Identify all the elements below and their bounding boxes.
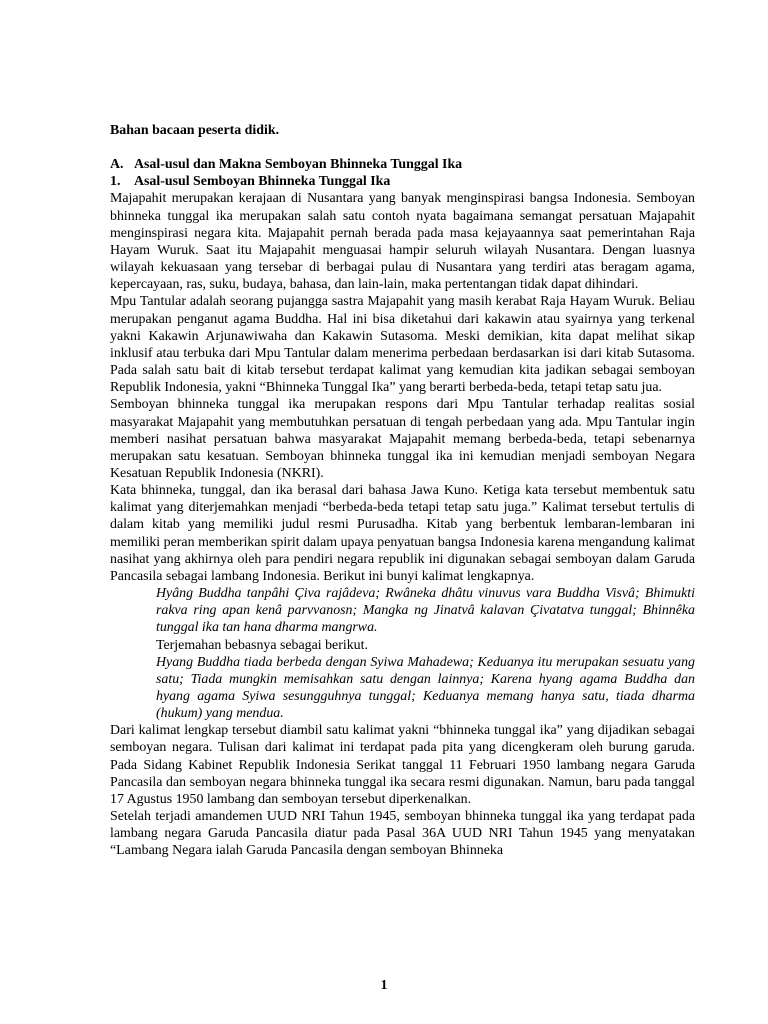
paragraph: Mpu Tantular adalah seorang pujangga sastra Majapahit yang masih kerabat Raja Hayam Wuruk. Beliau merupakan penganut agama Buddha. Hal ini bisa diketahui dari kakawin atau syairnya yang terkenal yakni Kakawin Arjunawiwaha dan Kakawin Sutasoma. Meski demikian, kita dapat melihat sikap inklusif atau terbuka dari Mpu Tantular dalam menerima perbedaan berdasarkan isi dari kitab Sutasoma. Pada salah satu bait di kitab tersebut terdapat kalimat yang kemudian kita jadikan sebagai semboyan Republik Indonesia, yakni “Bhinneka Tunggal Ika” yang berarti berbeda-beda, tetapi tetap satu jua. [110,294,695,396]
spacer [110,139,695,156]
quote-translation: Hyang Buddha tiada berbeda dengan Syiwa Mahadewa; Keduanya itu merupakan sesuatu yang satu; Tiada mungkin memisahkan satu dengan lainnya; Karena hyang agama Buddha dan hyang agama Syiwa sesungguhnya tunggal; Keduanya memang hanya satu, tiada dharma (hukum) yang mendua. [156,654,695,722]
paragraph: Kata bhinneka, tunggal, dan ika berasal dari bahasa Jawa Kuno. Ketiga kata tersebut membentuk satu kalimat yang diterjemahkan menjadi “berbeda-beda tetapi tetap satu juga.” Kalimat tersebut tertulis di dalam kitab yang memiliki judul resmi Purusadha. Kitab yang berbentuk lembaran-lembaran ini memiliki peran memberikan spirit dalam upaya penyatuan bangsa Indonesia karena mengandung kalimat nasihat yang akhirnya oleh para pendiri negara republik ini digunakan sebagai semboyan dalam Garuda Pancasila sebagai lambang Indonesia. Berikut ini bunyi kalimat lengkapnya. [110,483,695,584]
section-a-number: A. [110,157,124,173]
paragraph: Semboyan bhinneka tunggal ika merupakan respons dari Mpu Tantular terhadap realitas sosial masyarakat Majapahit yang membutuhkan persatuan di tengah perbedaan yang ada. Mpu Tantular ingin memberi nasihat persatuan bahwa masyarakat Majapahit memang berbeda-beda, tetapi sebenarnya merupakan satu kesatuan. Semboyan bhinneka tunggal ika ini kemudian menjadi semboyan Negara Kesatuan Republik Indonesia (NKRI). [110,397,695,481]
paragraph: Majapahit merupakan kerajaan di Nusantara yang banyak menginspirasi bangsa Indonesia. Semboyan bhinneka tunggal ika merupakan salah satu contoh nyata bagaimana semangat persatuan Majapahit menginspirasi negara kita. Majapahit pernah berada pada masa kejayaannya saat pemerintahan Raja Hayam Wuruk. Saat itu Majapahit menguasai hampir seluruh wilayah Nusantara. Dengan luasnya wilayah kekuasaan yang tersebar di berbagai pulau di Nusantara yang terdiri atas beragam agama, kepercayaan, ras, suku, budaya, bahasa, dan lain-lain, maka pertentangan tidak dapat dihindari. [110,191,695,293]
subsection-1-heading [110,173,695,190]
paragraph: Setelah terjadi amandemen UUD NRI Tahun 1945, semboyan bhinneka tunggal ika yang terdapat pada lambang negara Garuda Pancasila diatur pada Pasal 36A UUD NRI Tahun 1945 yang menyatakan “Lambang Negara ialah Garuda Pancasila dengan semboyan Bhinneka [110,809,695,859]
quote-original: Hyâng Buddha tanpâhi Çiva rajâdeva; Rwâneka dhâtu vinuvus vara Buddha Visvâ; Bhimukti rakva ring apan kenâ parvvanosn; Mangka ng Jinatvâ kalavan Çivatatva tunggal; Bhinnêka tunggal ika tan hana dharma mangrwa. [156,586,695,636]
page-number: 1 [380,978,388,993]
subsection-1-number: 1. [110,174,121,190]
document-page [110,122,695,860]
section-a-heading [110,156,695,173]
subsection-1-title: Asal-usul Semboyan Bhinneka Tunggal Ika [134,174,391,190]
paragraph: Dari kalimat lengkap tersebut diambil satu kalimat yakni “bhinneka tunggal ika” yang dijadikan sebagai semboyan negara. Tulisan dari kalimat ini terdapat pada pita yang dicengkeram oleh burung garuda. Pada Sidang Kabinet Republik Indonesia Serikat tanggal 11 Februari 1950 lambang negara Garuda Pancasila dan semboyan negara bhinneka tunggal ika secara resmi digunakan. Namun, baru pada tanggal 17 Agustus 1950 lambang dan semboyan tersebut diperkenalkan. [110,723,695,807]
intro-label: Bahan bacaan peserta didik. [110,123,280,138]
translation-label: Terjemahan bebasnya sebagai berikut. [156,637,368,653]
section-a-title: Asal-usul dan Makna Semboyan Bhinneka Tunggal Ika [134,157,463,173]
